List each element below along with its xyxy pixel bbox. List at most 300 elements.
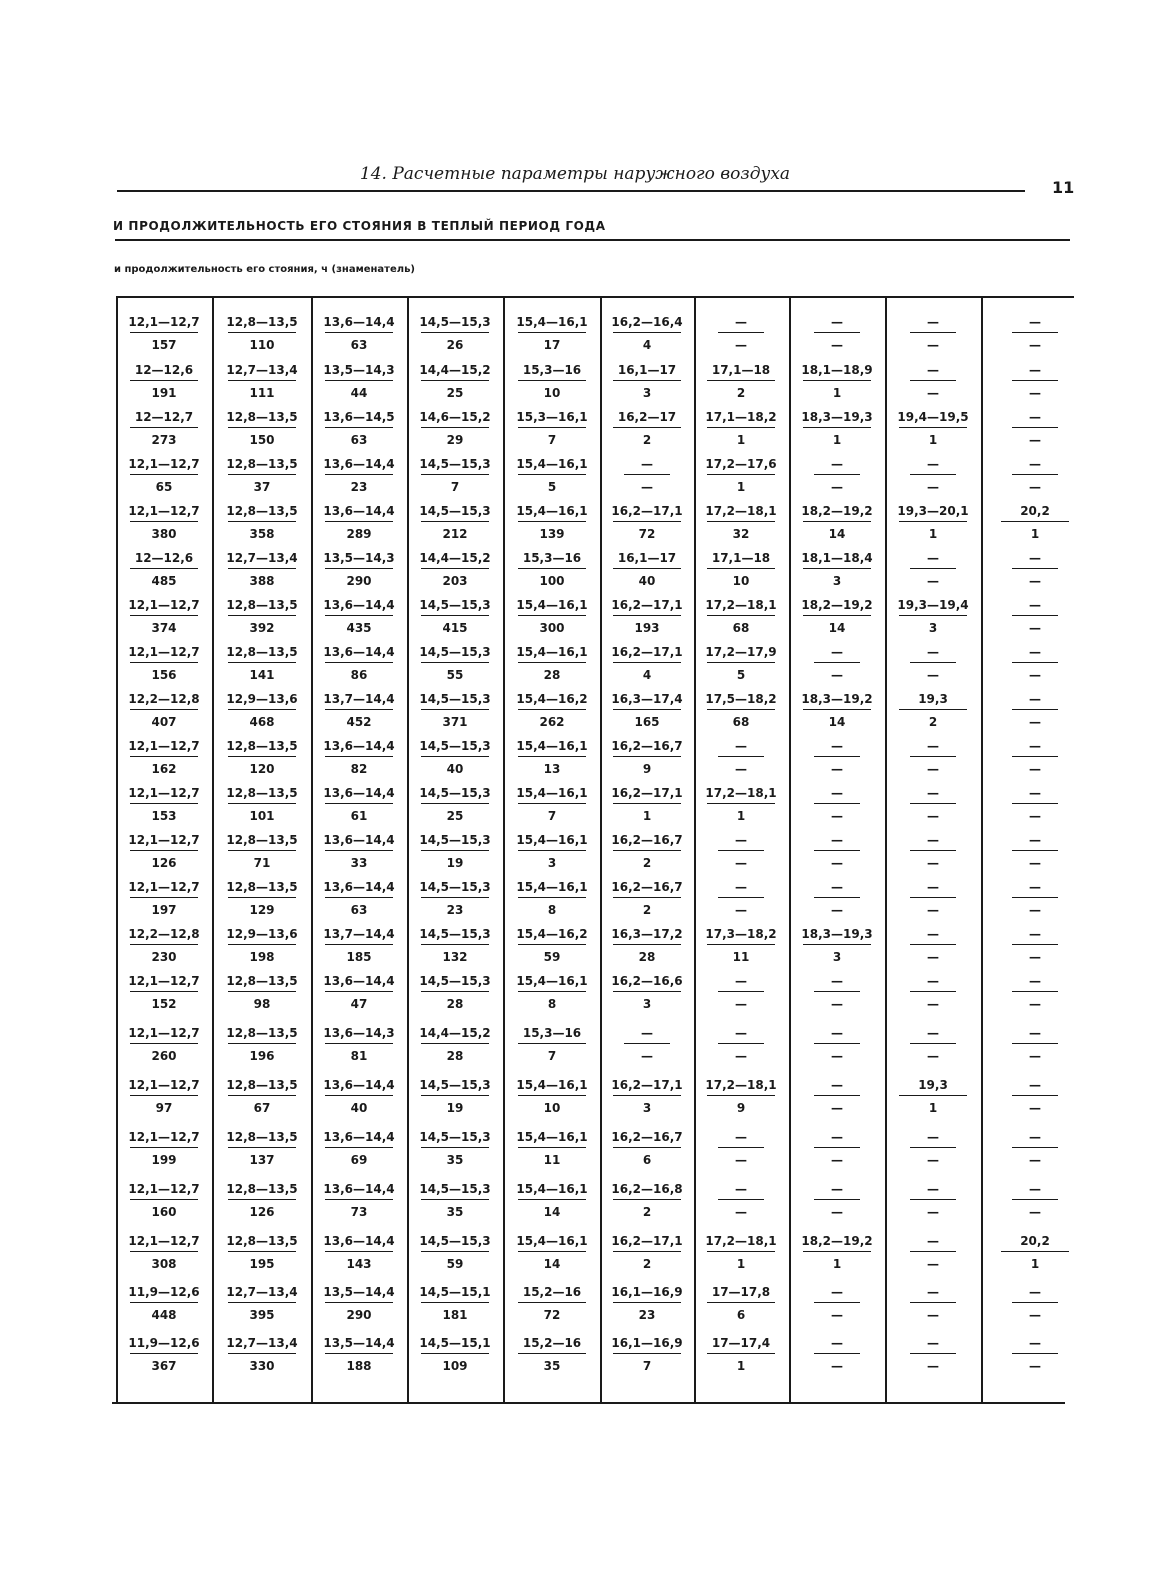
fraction-bar xyxy=(325,709,393,710)
cell-numerator: 11,9—12,6 xyxy=(128,1336,200,1350)
fraction-bar xyxy=(707,1251,775,1252)
table-cell xyxy=(217,457,307,494)
fraction-bar xyxy=(613,568,681,569)
cell-numerator: 17,3—18,2 xyxy=(705,927,777,941)
cell-denominator: 262 xyxy=(539,715,565,730)
cell-numerator: 12,8—13,5 xyxy=(226,410,298,424)
cell-numerator: 16,2—17,1 xyxy=(611,598,683,612)
table-cell xyxy=(314,1078,404,1115)
cell-numerator: — xyxy=(831,739,843,753)
cell-numerator: 13,6—14,4 xyxy=(323,1078,395,1092)
cell-numerator: — xyxy=(927,645,939,659)
fraction-bar xyxy=(130,1043,198,1044)
table-cell xyxy=(888,504,978,541)
cell-numerator: — xyxy=(1029,363,1041,377)
fraction-bar xyxy=(518,1199,586,1200)
fraction-bar xyxy=(613,662,681,663)
table-cell xyxy=(507,1130,597,1167)
fraction-bar xyxy=(613,427,681,428)
cell-numerator: 17,1—18 xyxy=(711,363,771,377)
cell-denominator: 9 xyxy=(642,762,652,777)
table-cell xyxy=(217,1336,307,1373)
table-cell xyxy=(314,551,404,588)
fraction-bar xyxy=(518,380,586,381)
fraction-bar xyxy=(814,1147,860,1148)
cell-numerator: 12,1—12,7 xyxy=(128,1026,200,1040)
cell-denominator: 300 xyxy=(539,621,565,636)
fraction-bar xyxy=(228,944,296,945)
cell-numerator: 13,7—14,4 xyxy=(323,927,395,941)
cell-denominator: — xyxy=(927,950,939,965)
table-cell xyxy=(990,1234,1080,1271)
cell-denominator: 67 xyxy=(253,1101,271,1116)
cell-denominator: 1 xyxy=(928,433,938,448)
cell-numerator: 20,2 xyxy=(1020,1234,1050,1248)
cell-denominator: 71 xyxy=(253,856,271,871)
fraction-bar xyxy=(518,803,586,804)
fraction-bar xyxy=(899,709,967,710)
cell-denominator: 55 xyxy=(446,668,464,683)
fraction-bar xyxy=(613,756,681,757)
cell-numerator: 12,1—12,7 xyxy=(128,598,200,612)
cell-denominator: 7 xyxy=(450,480,460,495)
cell-denominator: 1 xyxy=(832,386,842,401)
cell-denominator: 4 xyxy=(642,338,652,353)
table-cell xyxy=(888,551,978,588)
table-cell xyxy=(792,1078,882,1115)
table-cell xyxy=(792,645,882,682)
cell-numerator: — xyxy=(831,1182,843,1196)
fraction-bar xyxy=(910,897,956,898)
fraction-bar xyxy=(718,1043,764,1044)
table-cell xyxy=(119,551,209,588)
fraction-bar xyxy=(421,427,489,428)
fraction-bar xyxy=(613,521,681,522)
cell-numerator: 18,3—19,3 xyxy=(801,410,873,424)
cell-denominator: 33 xyxy=(350,856,368,871)
fraction-bar xyxy=(1012,332,1058,333)
table-cell xyxy=(410,1026,500,1063)
cell-numerator: 14,5—15,3 xyxy=(419,833,491,847)
table-cell xyxy=(119,1078,209,1115)
table-cell xyxy=(990,1182,1080,1219)
cell-denominator: 14 xyxy=(828,715,846,730)
cell-denominator: — xyxy=(831,856,843,871)
cell-numerator: 15,4—16,1 xyxy=(516,598,588,612)
fraction-bar xyxy=(518,662,586,663)
fraction-bar xyxy=(910,1147,956,1148)
cell-denominator: 435 xyxy=(346,621,372,636)
table-cell xyxy=(888,1285,978,1322)
cell-denominator: 97 xyxy=(155,1101,173,1116)
fraction-bar xyxy=(130,332,198,333)
cell-numerator: 17,1—18,2 xyxy=(705,410,777,424)
cell-numerator: — xyxy=(735,833,747,847)
cell-denominator: 1 xyxy=(736,480,746,495)
cell-denominator: 6 xyxy=(642,1153,652,1168)
cell-denominator: 126 xyxy=(249,1205,275,1220)
fraction-bar xyxy=(910,662,956,663)
table-cell xyxy=(410,974,500,1011)
fraction-bar xyxy=(325,1199,393,1200)
fraction-bar xyxy=(613,850,681,851)
fraction-bar xyxy=(325,662,393,663)
cell-denominator: 2 xyxy=(642,433,652,448)
cell-denominator: 388 xyxy=(249,574,275,589)
cell-numerator: 12,7—13,4 xyxy=(226,1336,298,1350)
table-cell xyxy=(119,1182,209,1219)
table-cell xyxy=(792,363,882,400)
cell-denominator: — xyxy=(1029,715,1041,730)
cell-numerator: 12,1—12,7 xyxy=(128,880,200,894)
cell-denominator: 19 xyxy=(446,856,464,871)
cell-numerator: 13,6—14,4 xyxy=(323,1234,395,1248)
cell-numerator: — xyxy=(1029,457,1041,471)
fraction-bar xyxy=(325,1251,393,1252)
cell-numerator: 12,1—12,7 xyxy=(128,645,200,659)
fraction-bar xyxy=(803,380,871,381)
cell-numerator: 16,1—17 xyxy=(617,363,677,377)
cell-denominator: 160 xyxy=(151,1205,177,1220)
table-cell xyxy=(507,974,597,1011)
fraction-bar xyxy=(1012,1095,1058,1096)
cell-denominator: 1 xyxy=(1030,527,1040,542)
cell-numerator: — xyxy=(927,363,939,377)
table-cell xyxy=(888,974,978,1011)
cell-numerator: 12,7—13,4 xyxy=(226,363,298,377)
cell-denominator: 1 xyxy=(736,433,746,448)
cell-denominator: — xyxy=(1029,997,1041,1012)
fraction-bar xyxy=(518,521,586,522)
cell-denominator: — xyxy=(927,1308,939,1323)
cell-numerator: 14,5—15,3 xyxy=(419,645,491,659)
cell-denominator: 2 xyxy=(642,856,652,871)
cell-denominator: 371 xyxy=(442,715,468,730)
fraction-bar xyxy=(421,1251,489,1252)
cell-numerator: — xyxy=(1029,880,1041,894)
cell-denominator: 1 xyxy=(736,1359,746,1374)
cell-denominator: 25 xyxy=(446,809,464,824)
table-cell xyxy=(888,786,978,823)
table-cell xyxy=(602,927,692,964)
fraction-bar xyxy=(130,1302,198,1303)
cell-denominator: 100 xyxy=(539,574,565,589)
fraction-bar xyxy=(421,803,489,804)
fraction-bar xyxy=(325,897,393,898)
fraction-bar xyxy=(1012,850,1058,851)
fraction-bar xyxy=(518,991,586,992)
table-cell xyxy=(990,692,1080,729)
cell-numerator: 15,4—16,1 xyxy=(516,645,588,659)
table-cell xyxy=(217,410,307,447)
cell-denominator: 150 xyxy=(249,433,275,448)
table-cell xyxy=(314,1130,404,1167)
fraction-bar xyxy=(421,850,489,851)
cell-denominator: 2 xyxy=(642,1205,652,1220)
cell-numerator: 13,6—14,4 xyxy=(323,786,395,800)
cell-denominator: 72 xyxy=(543,1308,561,1323)
cell-numerator: 13,5—14,4 xyxy=(323,1336,395,1350)
cell-numerator: 17,2—18,1 xyxy=(705,1234,777,1248)
cell-numerator: 12,7—13,4 xyxy=(226,1285,298,1299)
table-cell xyxy=(217,880,307,917)
cell-denominator: 1 xyxy=(928,1101,938,1116)
table-cell xyxy=(792,410,882,447)
table-cell xyxy=(792,504,882,541)
cell-denominator: 5 xyxy=(547,480,557,495)
cell-numerator: 15,4—16,1 xyxy=(516,880,588,894)
cell-numerator: — xyxy=(927,315,939,329)
fraction-bar xyxy=(707,1095,775,1096)
cell-denominator: 452 xyxy=(346,715,372,730)
cell-numerator: 15,4—16,1 xyxy=(516,504,588,518)
table-cell xyxy=(507,504,597,541)
cell-denominator: 3 xyxy=(832,950,842,965)
cell-numerator: 17—17,4 xyxy=(711,1336,771,1350)
cell-numerator: 12,8—13,5 xyxy=(226,1182,298,1196)
cell-numerator: 12,8—13,5 xyxy=(226,1234,298,1248)
table-cell xyxy=(602,1285,692,1322)
fraction-bar xyxy=(228,1147,296,1148)
cell-denominator: — xyxy=(927,856,939,871)
fraction-bar xyxy=(325,474,393,475)
cell-denominator: 4 xyxy=(642,668,652,683)
cell-numerator: — xyxy=(927,457,939,471)
cell-denominator: 23 xyxy=(446,903,464,918)
fraction-bar xyxy=(421,1302,489,1303)
cell-numerator: 13,6—14,4 xyxy=(323,315,395,329)
table-cell xyxy=(410,927,500,964)
fraction-bar xyxy=(910,1199,956,1200)
fraction-bar xyxy=(718,850,764,851)
fraction-bar xyxy=(718,332,764,333)
fraction-bar xyxy=(228,803,296,804)
fraction-bar xyxy=(814,332,860,333)
cell-numerator: 15,2—16 xyxy=(522,1336,582,1350)
table-cell xyxy=(217,1130,307,1167)
fraction-bar xyxy=(130,944,198,945)
cell-numerator: 16,2—17,1 xyxy=(611,786,683,800)
cell-denominator: 139 xyxy=(539,527,565,542)
cell-denominator: 3 xyxy=(928,621,938,636)
cell-denominator: 9 xyxy=(736,1101,746,1116)
cell-denominator: 193 xyxy=(634,621,660,636)
fraction-bar xyxy=(910,850,956,851)
cell-denominator: 44 xyxy=(350,386,368,401)
table-cell xyxy=(792,739,882,776)
cell-denominator: 7 xyxy=(547,1049,557,1064)
fraction-bar xyxy=(803,944,871,945)
cell-numerator: 18,1—18,9 xyxy=(801,363,873,377)
fraction-bar xyxy=(814,1302,860,1303)
cell-numerator: 15,4—16,1 xyxy=(516,1130,588,1144)
cell-numerator: 12,8—13,5 xyxy=(226,786,298,800)
cell-numerator: — xyxy=(927,927,939,941)
table-cell xyxy=(792,786,882,823)
table-cell xyxy=(314,598,404,635)
cell-denominator: 10 xyxy=(543,386,561,401)
cell-numerator: 16,2—16,7 xyxy=(611,1130,683,1144)
cell-denominator: 13 xyxy=(543,762,561,777)
fraction-bar xyxy=(228,756,296,757)
cell-denominator: 23 xyxy=(350,480,368,495)
table-cell xyxy=(507,315,597,352)
table-cell xyxy=(507,1182,597,1219)
fraction-bar xyxy=(910,944,956,945)
cell-denominator: 156 xyxy=(151,668,177,683)
cell-denominator: 19 xyxy=(446,1101,464,1116)
cell-numerator: 12,8—13,5 xyxy=(226,974,298,988)
table-cell xyxy=(792,880,882,917)
table-cell xyxy=(119,1026,209,1063)
cell-numerator: — xyxy=(831,1285,843,1299)
cell-denominator: 8 xyxy=(547,903,557,918)
table-cell xyxy=(314,410,404,447)
cell-denominator: 191 xyxy=(151,386,177,401)
fraction-bar xyxy=(613,1353,681,1354)
cell-denominator: 32 xyxy=(732,527,750,542)
table-cell xyxy=(119,1234,209,1271)
fraction-bar xyxy=(325,1147,393,1148)
fraction-bar xyxy=(803,521,871,522)
cell-numerator: 13,6—14,3 xyxy=(323,1026,395,1040)
table-cell xyxy=(602,880,692,917)
table-cell xyxy=(602,739,692,776)
cell-denominator: — xyxy=(1029,338,1041,353)
cell-numerator: 16,2—17,1 xyxy=(611,504,683,518)
fraction-bar xyxy=(228,991,296,992)
fraction-bar xyxy=(613,991,681,992)
table-cell xyxy=(507,833,597,870)
cell-denominator: 308 xyxy=(151,1257,177,1272)
table-cell xyxy=(696,598,786,635)
fraction-bar xyxy=(910,1043,956,1044)
cell-numerator: — xyxy=(1029,1026,1041,1040)
table-cell xyxy=(888,1026,978,1063)
cell-denominator: 137 xyxy=(249,1153,275,1168)
cell-denominator: 188 xyxy=(346,1359,372,1374)
fraction-bar xyxy=(130,427,198,428)
cell-numerator: 16,2—17,1 xyxy=(611,645,683,659)
cell-denominator: — xyxy=(1029,433,1041,448)
fraction-bar xyxy=(228,1353,296,1354)
table-cell xyxy=(217,1026,307,1063)
cell-numerator: 15,4—16,1 xyxy=(516,833,588,847)
cell-numerator: — xyxy=(927,1336,939,1350)
fraction-bar xyxy=(421,521,489,522)
table-cell xyxy=(990,410,1080,447)
table-cell xyxy=(696,457,786,494)
cell-numerator: 12,8—13,5 xyxy=(226,833,298,847)
table-cell xyxy=(410,315,500,352)
table-cell xyxy=(792,692,882,729)
cell-numerator: — xyxy=(831,315,843,329)
fraction-bar xyxy=(130,521,198,522)
table-cell xyxy=(696,739,786,776)
fraction-bar xyxy=(325,850,393,851)
cell-numerator: — xyxy=(1029,410,1041,424)
cell-denominator: — xyxy=(927,668,939,683)
cell-denominator: — xyxy=(927,1359,939,1374)
cell-numerator: — xyxy=(927,1234,939,1248)
cell-denominator: 129 xyxy=(249,903,275,918)
cell-numerator: 15,2—16 xyxy=(522,1285,582,1299)
cell-numerator: 12,1—12,7 xyxy=(128,739,200,753)
cell-denominator: — xyxy=(927,762,939,777)
cell-numerator: 17,2—17,9 xyxy=(705,645,777,659)
cell-denominator: — xyxy=(735,1205,747,1220)
cell-denominator: — xyxy=(1029,809,1041,824)
cell-numerator: 17,2—18,1 xyxy=(705,786,777,800)
fraction-bar xyxy=(1012,1043,1058,1044)
cell-denominator: — xyxy=(1029,1359,1041,1374)
cell-numerator: 17,5—18,2 xyxy=(705,692,777,706)
fraction-bar xyxy=(518,474,586,475)
fraction-bar xyxy=(325,1353,393,1354)
fraction-bar xyxy=(518,850,586,851)
cell-numerator: 13,6—14,4 xyxy=(323,974,395,988)
cell-numerator: — xyxy=(927,833,939,847)
cell-denominator: 86 xyxy=(350,668,368,683)
cell-numerator: 16,2—16,8 xyxy=(611,1182,683,1196)
fraction-bar xyxy=(518,427,586,428)
table-cell xyxy=(314,1336,404,1373)
cell-numerator: 17,2—18,1 xyxy=(705,598,777,612)
cell-numerator: — xyxy=(735,1130,747,1144)
fraction-bar xyxy=(325,1043,393,1044)
cell-numerator: 14,5—15,3 xyxy=(419,457,491,471)
cell-denominator: — xyxy=(735,1049,747,1064)
table-cell xyxy=(314,645,404,682)
cell-denominator: 59 xyxy=(543,950,561,965)
table-cell xyxy=(602,833,692,870)
cell-denominator: 10 xyxy=(732,574,750,589)
table-cell xyxy=(119,1130,209,1167)
cell-denominator: 109 xyxy=(442,1359,468,1374)
cell-denominator: 17 xyxy=(543,338,561,353)
table-cell xyxy=(792,833,882,870)
cell-denominator: 65 xyxy=(155,480,173,495)
fraction-bar xyxy=(1012,897,1058,898)
cell-denominator: 152 xyxy=(151,997,177,1012)
table-cell xyxy=(410,833,500,870)
cell-denominator: — xyxy=(1029,762,1041,777)
cell-numerator: 12,1—12,7 xyxy=(128,504,200,518)
cell-numerator: — xyxy=(927,1182,939,1196)
table-cell xyxy=(410,786,500,823)
fraction-bar xyxy=(624,474,670,475)
cell-denominator: 3 xyxy=(547,856,557,871)
fraction-bar xyxy=(1001,1251,1069,1252)
cell-denominator: — xyxy=(1029,574,1041,589)
cell-numerator: 19,3 xyxy=(918,1078,948,1092)
cell-denominator: 3 xyxy=(642,386,652,401)
table-cell xyxy=(990,551,1080,588)
fraction-bar xyxy=(718,897,764,898)
table-cell xyxy=(217,315,307,352)
fraction-bar xyxy=(613,709,681,710)
fraction-bar xyxy=(518,1095,586,1096)
table-cell xyxy=(696,692,786,729)
cell-denominator: 28 xyxy=(446,1049,464,1064)
fraction-bar xyxy=(421,568,489,569)
table-heading: И ПРОДОЛЖИТЕЛЬНОСТЬ ЕГО СТОЯНИЯ В ТЕПЛЫЙ ПЕРИОД ГОДА xyxy=(113,219,606,233)
table-cell xyxy=(602,645,692,682)
cell-numerator: 12,8—13,5 xyxy=(226,315,298,329)
cell-denominator: 126 xyxy=(151,856,177,871)
cell-denominator: 110 xyxy=(249,338,275,353)
fraction-bar xyxy=(1012,1353,1058,1354)
